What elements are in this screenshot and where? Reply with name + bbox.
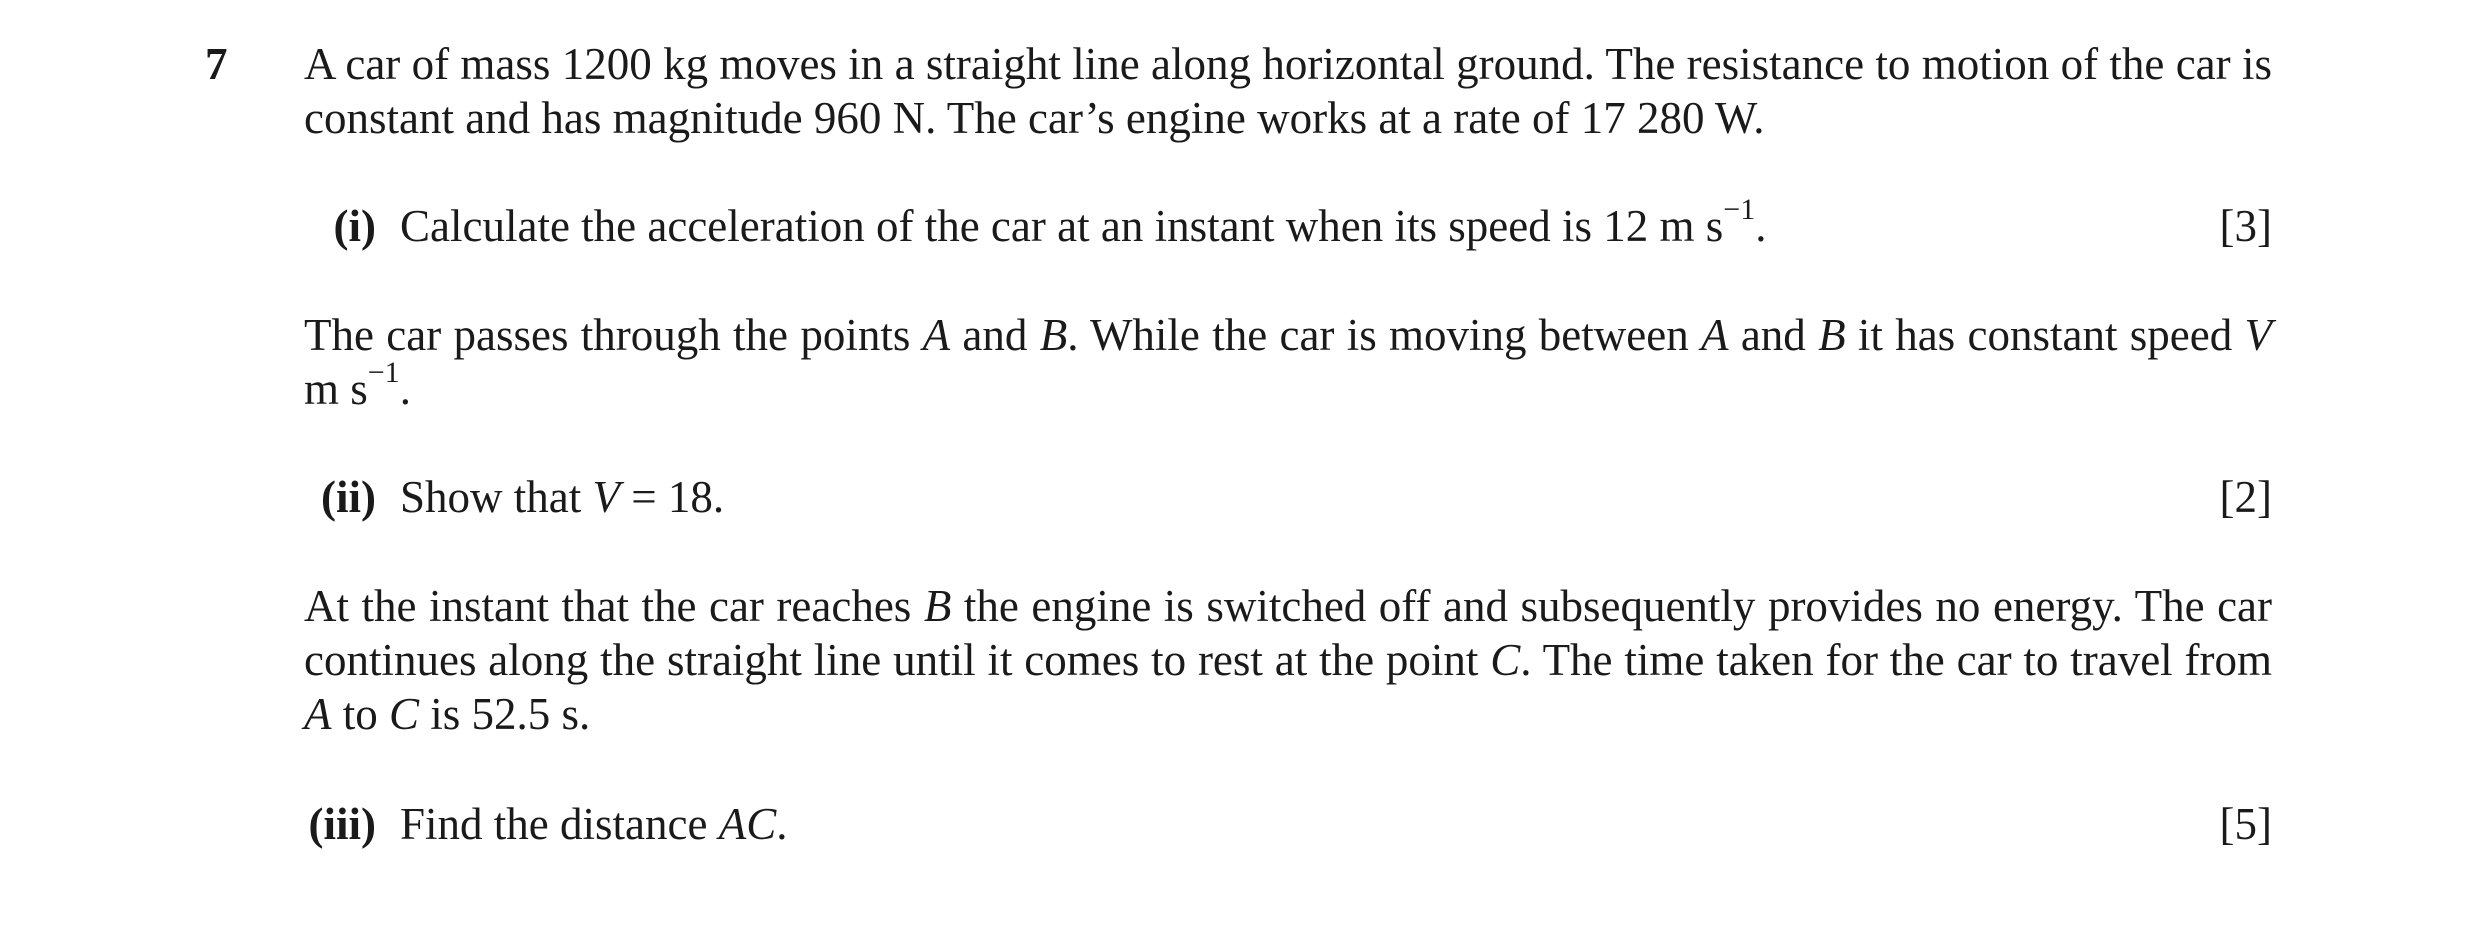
context-paragraph-1: The car passes through the points A and B. While the car is moving between A and B it has constant speed V m $s^{-1}$. <box>304 310 2273 414</box>
part-ii <box>304 470 2272 524</box>
part-marks: [5] <box>2219 799 2272 849</box>
part-text: Find the distance AC. <box>400 799 788 849</box>
part-iii <box>304 797 2272 851</box>
question-number: 7 <box>205 39 228 89</box>
part-marks: [3] <box>2219 201 2272 251</box>
part-marks: [2] <box>2219 472 2272 522</box>
part-i <box>304 193 2272 253</box>
part-text: Show that V = 18. <box>400 472 725 522</box>
question-intro: A car of mass 1200 kg moves in a straight line along horizontal ground. The resistance to motion of the car is constant and has magnitude 960 N. The car’s engine works at a rate of 17 280 W. <box>304 39 2272 143</box>
part-label: (i) <box>333 201 376 251</box>
part-text: Calculate the acceleration of the car at an instant when its speed is 12 m $s^{-1}$. <box>400 193 1767 251</box>
context-paragraph-2: At the instant that the car reaches B the engine is switched off and subsequently provides no energy. The car continues along the straight line until it comes to rest at the point C. The time taken for the car to travel from A to C is 52.5 s. <box>304 581 2272 739</box>
part-label: (iii) <box>308 799 376 849</box>
part-label: (ii) <box>321 472 376 522</box>
